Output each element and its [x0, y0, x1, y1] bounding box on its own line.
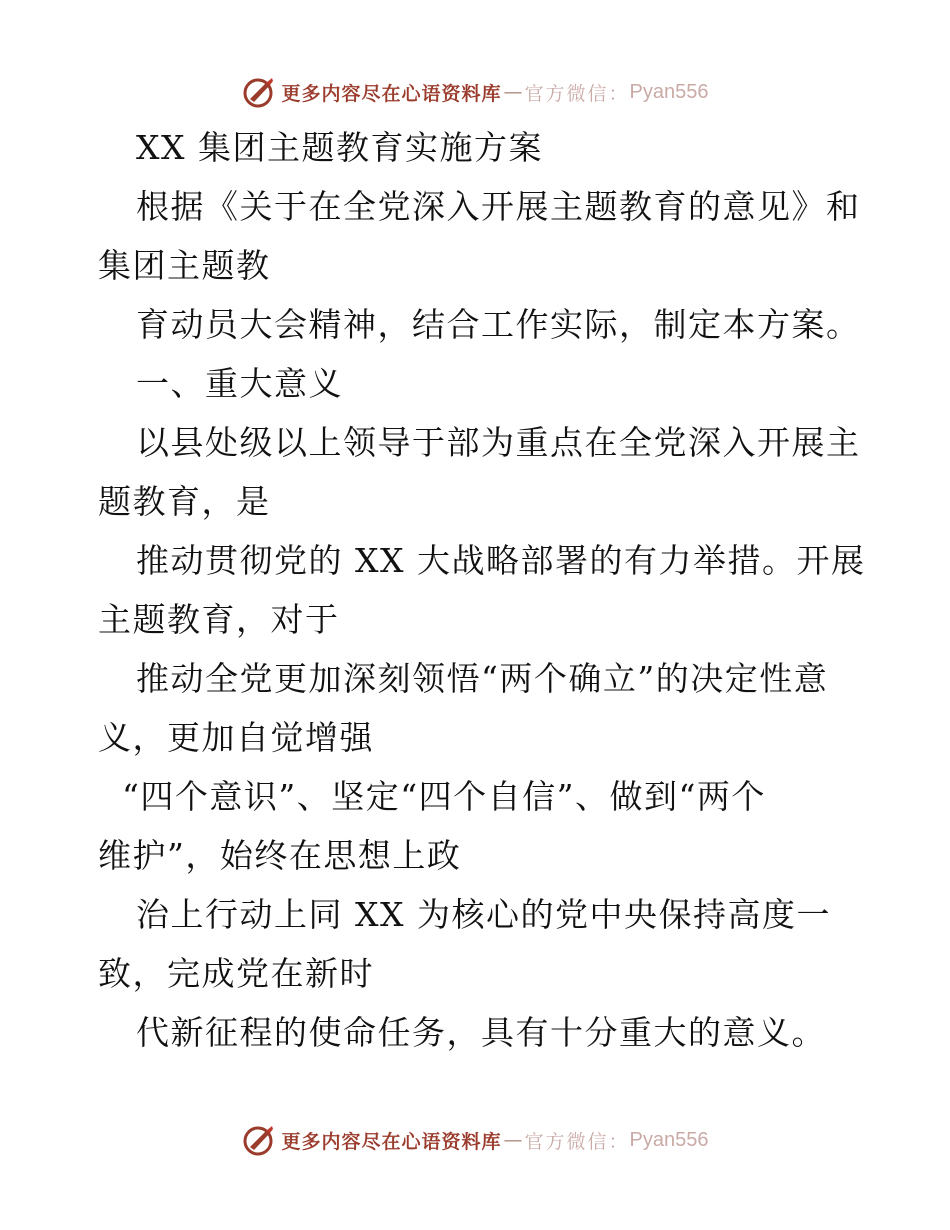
pen-circle-logo-icon — [242, 1123, 276, 1157]
paragraph-line: 题教育，是 — [98, 482, 271, 521]
paragraph-line: 育动员大会精神，结合工作实际，制定本方案。 — [136, 305, 861, 344]
paragraph-line: 维护”，始终在思想上政 — [98, 836, 462, 875]
paragraph-line: 集团主题教 — [98, 246, 271, 285]
watermark-wechat-id: Pyan556 — [629, 1128, 709, 1151]
paragraph-line: 根据《关于在全党深入开展主题教育的意见》和 — [136, 187, 861, 226]
paragraph-line: “四个意识”、坚定“四个自信”、做到“两个 — [122, 777, 766, 816]
document-title: XX 集团主题教育实施方案 — [136, 128, 543, 167]
paragraph-line: 致，完成党在新时 — [98, 954, 374, 993]
paragraph-line: 治上行动上同 XX 为核心的党中央保持高度一 — [136, 895, 831, 934]
paragraph-line: 代新征程的使命任务，具有十分重大的意义。 — [136, 1013, 826, 1052]
watermark-official-label: 官方微信： — [524, 82, 630, 105]
paragraph-line: 以县处级以上领导于部为重点在全党深入开展主 — [136, 423, 861, 462]
watermark-separator: — — [503, 1129, 523, 1151]
watermark-separator: — — [503, 81, 523, 103]
watermark-official-label: 官方微信： — [524, 1130, 630, 1153]
document-body — [98, 118, 866, 1062]
watermark-wechat-id: Pyan556 — [629, 80, 709, 103]
watermark-text: 更多内容尽在心语资料库 — [281, 82, 502, 105]
watermark-text: 更多内容尽在心语资料库 — [281, 1130, 502, 1153]
footer-watermark — [0, 1120, 950, 1160]
pen-circle-logo-icon — [242, 75, 276, 109]
paragraph-line: 推动全党更加深刻领悟“两个确立”的决定性意 — [136, 659, 829, 698]
paragraph-line: 义，更加自觉增强 — [98, 718, 374, 757]
header-watermark — [0, 72, 950, 112]
paragraph-line: 主题教育，对于 — [98, 600, 340, 639]
section-heading: 一、重大意义 — [136, 364, 343, 403]
paragraph-line: 推动贯彻党的 XX 大战略部署的有力举措。开展 — [136, 541, 866, 580]
